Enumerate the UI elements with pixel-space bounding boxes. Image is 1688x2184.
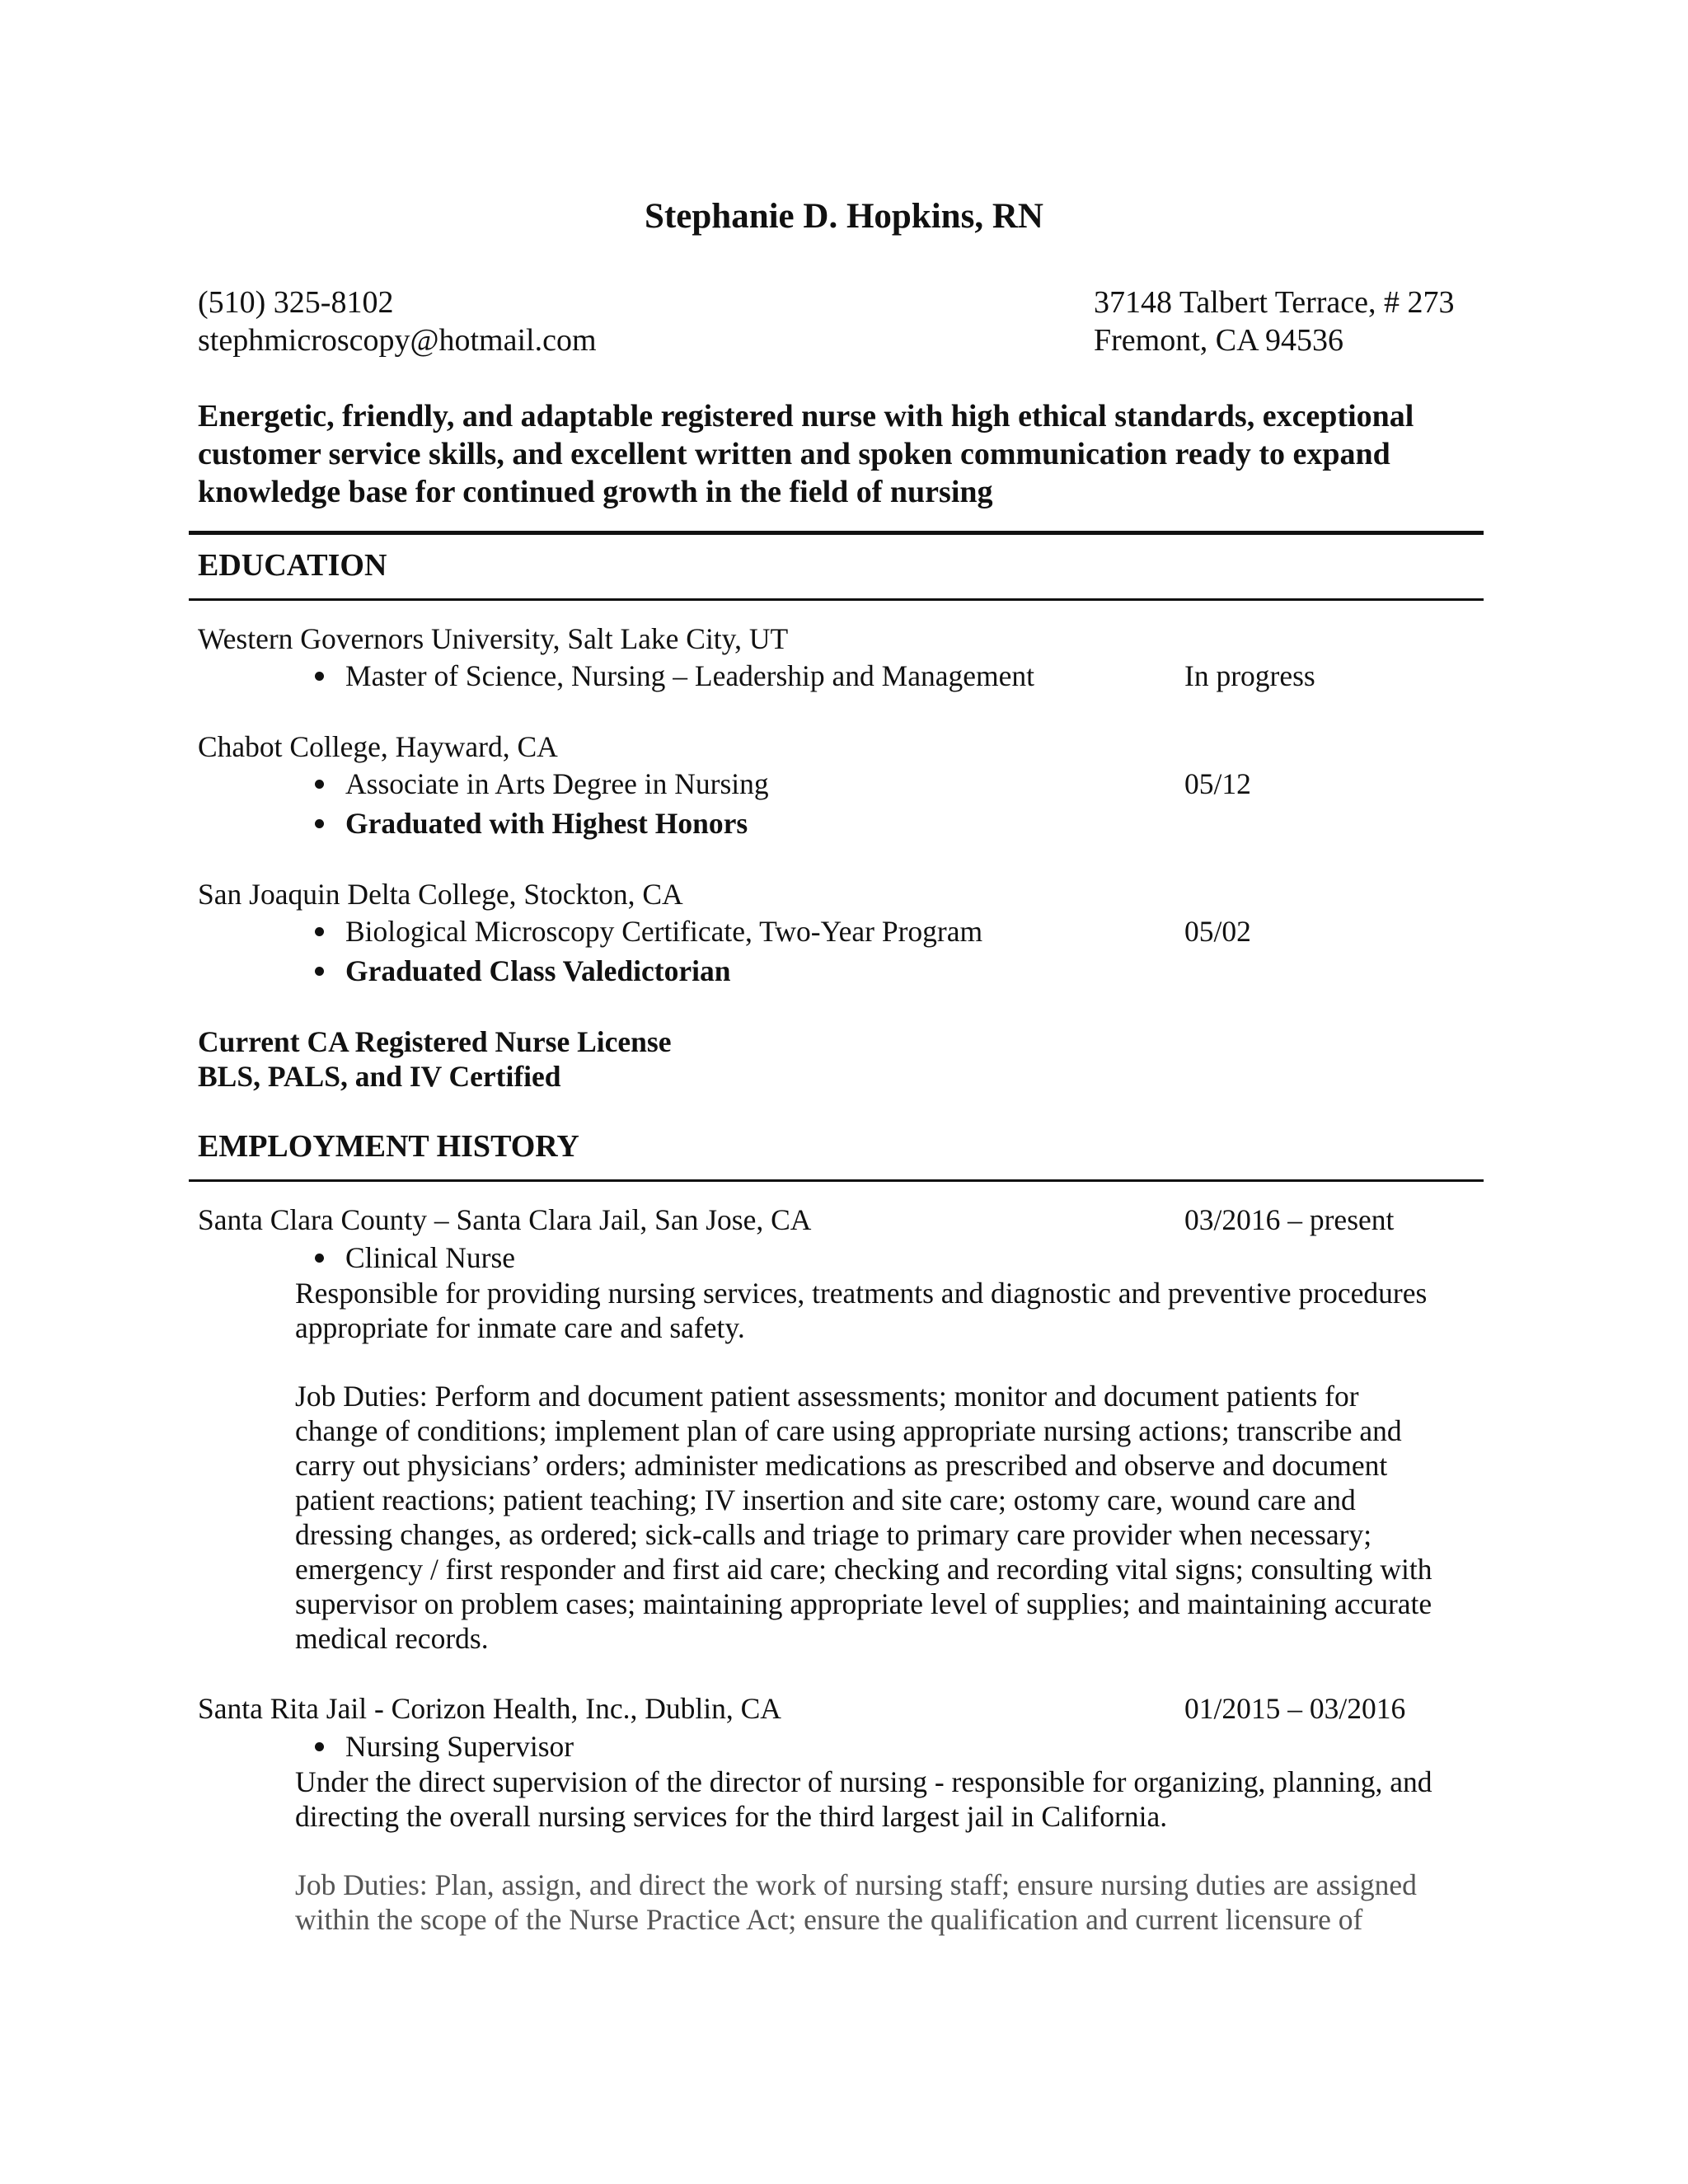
candidate-name: Stephanie D. Hopkins, RN	[645, 197, 1043, 236]
summary-line: knowledge base for continued growth in the field of nursing	[198, 475, 993, 509]
employment-heading: EMPLOYMENT HISTORY	[198, 1129, 579, 1164]
bullet-icon	[315, 819, 324, 828]
school-name: Western Governors University, Salt Lake City, UT	[198, 622, 789, 655]
email-address: stephmicroscopy@hotmail.com	[198, 323, 597, 358]
bullet-icon	[315, 927, 324, 936]
honor-item: Graduated Class Valedictorian	[345, 954, 731, 987]
duties-line: within the scope of the Nurse Practice Act; ensure the qualification and current licensure of	[295, 1903, 1363, 1936]
duties-line: Job Duties: Plan, assign, and direct the work of nursing staff; ensure nursing duties are assigned	[295, 1868, 1417, 1901]
degree-item: Biological Microscopy Certificate, Two-Year Program	[345, 915, 983, 948]
education-heading: EDUCATION	[198, 548, 387, 583]
description-line: Responsible for providing nursing services, treatments and diagnostic and preventive procedures	[295, 1277, 1428, 1310]
education-divider	[189, 598, 1484, 601]
duties-line: medical records.	[295, 1622, 489, 1655]
degree-item: Associate in Arts Degree in Nursing	[345, 767, 769, 800]
degree-date: 05/02	[1184, 915, 1251, 948]
job-duties	[295, 1868, 1490, 1937]
certification-item: Current CA Registered Nurse License	[198, 1025, 672, 1058]
employer-name: Santa Rita Jail - Corizon Health, Inc., Dublin, CA	[198, 1692, 781, 1725]
bullet-icon	[315, 1742, 324, 1751]
degree-date: In progress	[1184, 659, 1315, 692]
job-description	[295, 1765, 1490, 1834]
job-title: Clinical Nurse	[345, 1241, 516, 1274]
duties-line: supervisor on problem cases; maintaining appropriate level of supplies; and maintaining accurate	[295, 1587, 1432, 1620]
bullet-icon	[315, 780, 324, 789]
employer-name: Santa Clara County – Santa Clara Jail, San Jose, CA	[198, 1203, 812, 1236]
duties-line: change of conditions; implement plan of care using appropriate nursing actions; transcribe and	[295, 1414, 1402, 1447]
summary-line: Energetic, friendly, and adaptable registered nurse with high ethical standards, exceptional	[198, 399, 1414, 434]
summary-line: customer service skills, and excellent written and spoken communication ready to expand	[198, 437, 1390, 471]
job-duties	[295, 1379, 1490, 1656]
bullet-icon	[315, 1254, 324, 1263]
duties-line: emergency / first responder and first aid care; checking and recording vital signs; consulting with	[295, 1553, 1432, 1586]
address-line-1: 37148 Talbert Terrace, # 273	[1094, 285, 1455, 320]
employment-dates: 01/2015 – 03/2016	[1184, 1692, 1406, 1725]
duties-line: dressing changes, as ordered; sick-calls and triage to primary care provider when necessary;	[295, 1518, 1372, 1551]
description-line: appropriate for inmate care and safety.	[295, 1311, 745, 1344]
bullet-icon	[315, 967, 324, 976]
job-title: Nursing Supervisor	[345, 1730, 574, 1763]
honor-item: Graduated with Highest Honors	[345, 807, 748, 840]
degree-item: Master of Science, Nursing – Leadership and Management	[345, 659, 1034, 692]
phone-number: (510) 325-8102	[198, 285, 394, 320]
duties-line: Job Duties: Perform and document patient assessments; monitor and document patients for	[295, 1380, 1359, 1413]
school-name: Chabot College, Hayward, CA	[198, 730, 558, 763]
degree-date: 05/12	[1184, 767, 1251, 800]
duties-line: carry out physicians’ orders; administer medications as prescribed and observe and document	[295, 1449, 1388, 1482]
certification-item: BLS, PALS, and IV Certified	[198, 1060, 561, 1093]
duties-line: patient reactions; patient teaching; IV insertion and site care; ostomy care, wound care and	[295, 1483, 1356, 1516]
description-line: Under the direct supervision of the director of nursing - responsible for organizing, planning, and	[295, 1765, 1432, 1798]
address-line-2: Fremont, CA 94536	[1094, 323, 1343, 358]
description-line: directing the overall nursing services for the third largest jail in California.	[295, 1800, 1168, 1833]
employment-dates: 03/2016 – present	[1184, 1203, 1395, 1236]
professional-summary	[198, 397, 1484, 511]
job-description	[295, 1276, 1490, 1345]
bullet-icon	[315, 672, 324, 681]
summary-divider	[189, 531, 1484, 535]
employment-divider	[189, 1179, 1484, 1182]
school-name: San Joaquin Delta College, Stockton, CA	[198, 878, 683, 911]
